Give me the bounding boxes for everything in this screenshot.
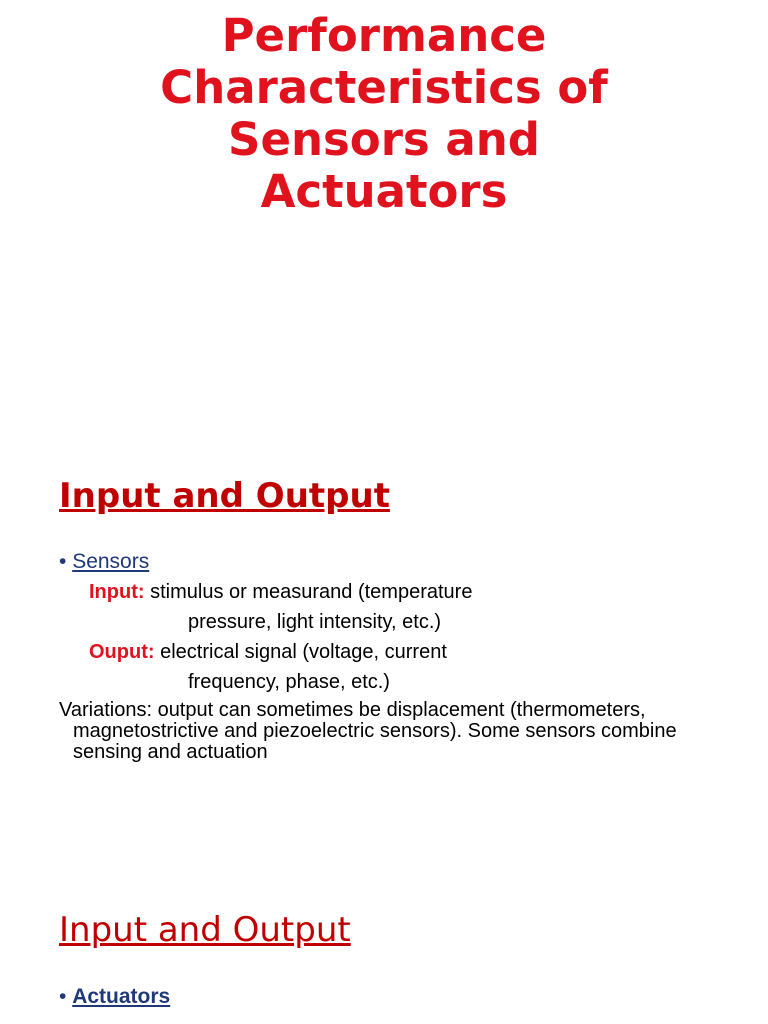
input-text: stimulus or measurand (temperature [150,581,473,603]
variations-first-line: Variations: output can sometimes be displacement (thermometers, [59,699,646,721]
output-line [89,640,447,664]
output-label: Ouput: [89,641,155,663]
bullet-actuators [59,984,170,1010]
bullet-label-sensors[interactable]: Sensors [72,550,150,573]
title-line-4: Actuators [260,165,508,218]
title-line-1: Performance [221,9,547,62]
variations-rest: magnetostrictive and piezoelectric sensors). Some sensors combine sensing and actuation [73,720,677,763]
title-line-2: Characteristics of [160,61,608,114]
bullet-sensors [59,549,149,575]
title-line-3: Sensors and [228,113,540,166]
output-continuation: frequency, phase, etc.) [188,671,390,693]
output-text: electrical signal (voltage, current [160,641,447,663]
variations-paragraph [59,700,719,763]
bullet-dot: • [59,985,73,1008]
section-heading-actuators: Input and Output [59,910,351,950]
bullet-dot: • [59,550,73,573]
slide-title [0,10,768,218]
input-label: Input: [89,581,145,603]
section-heading-sensors: Input and Output [59,476,390,516]
input-continuation: pressure, light intensity, etc.) [188,611,442,633]
input-line [89,580,472,604]
bullet-label-actuators[interactable]: Actuators [72,985,171,1008]
